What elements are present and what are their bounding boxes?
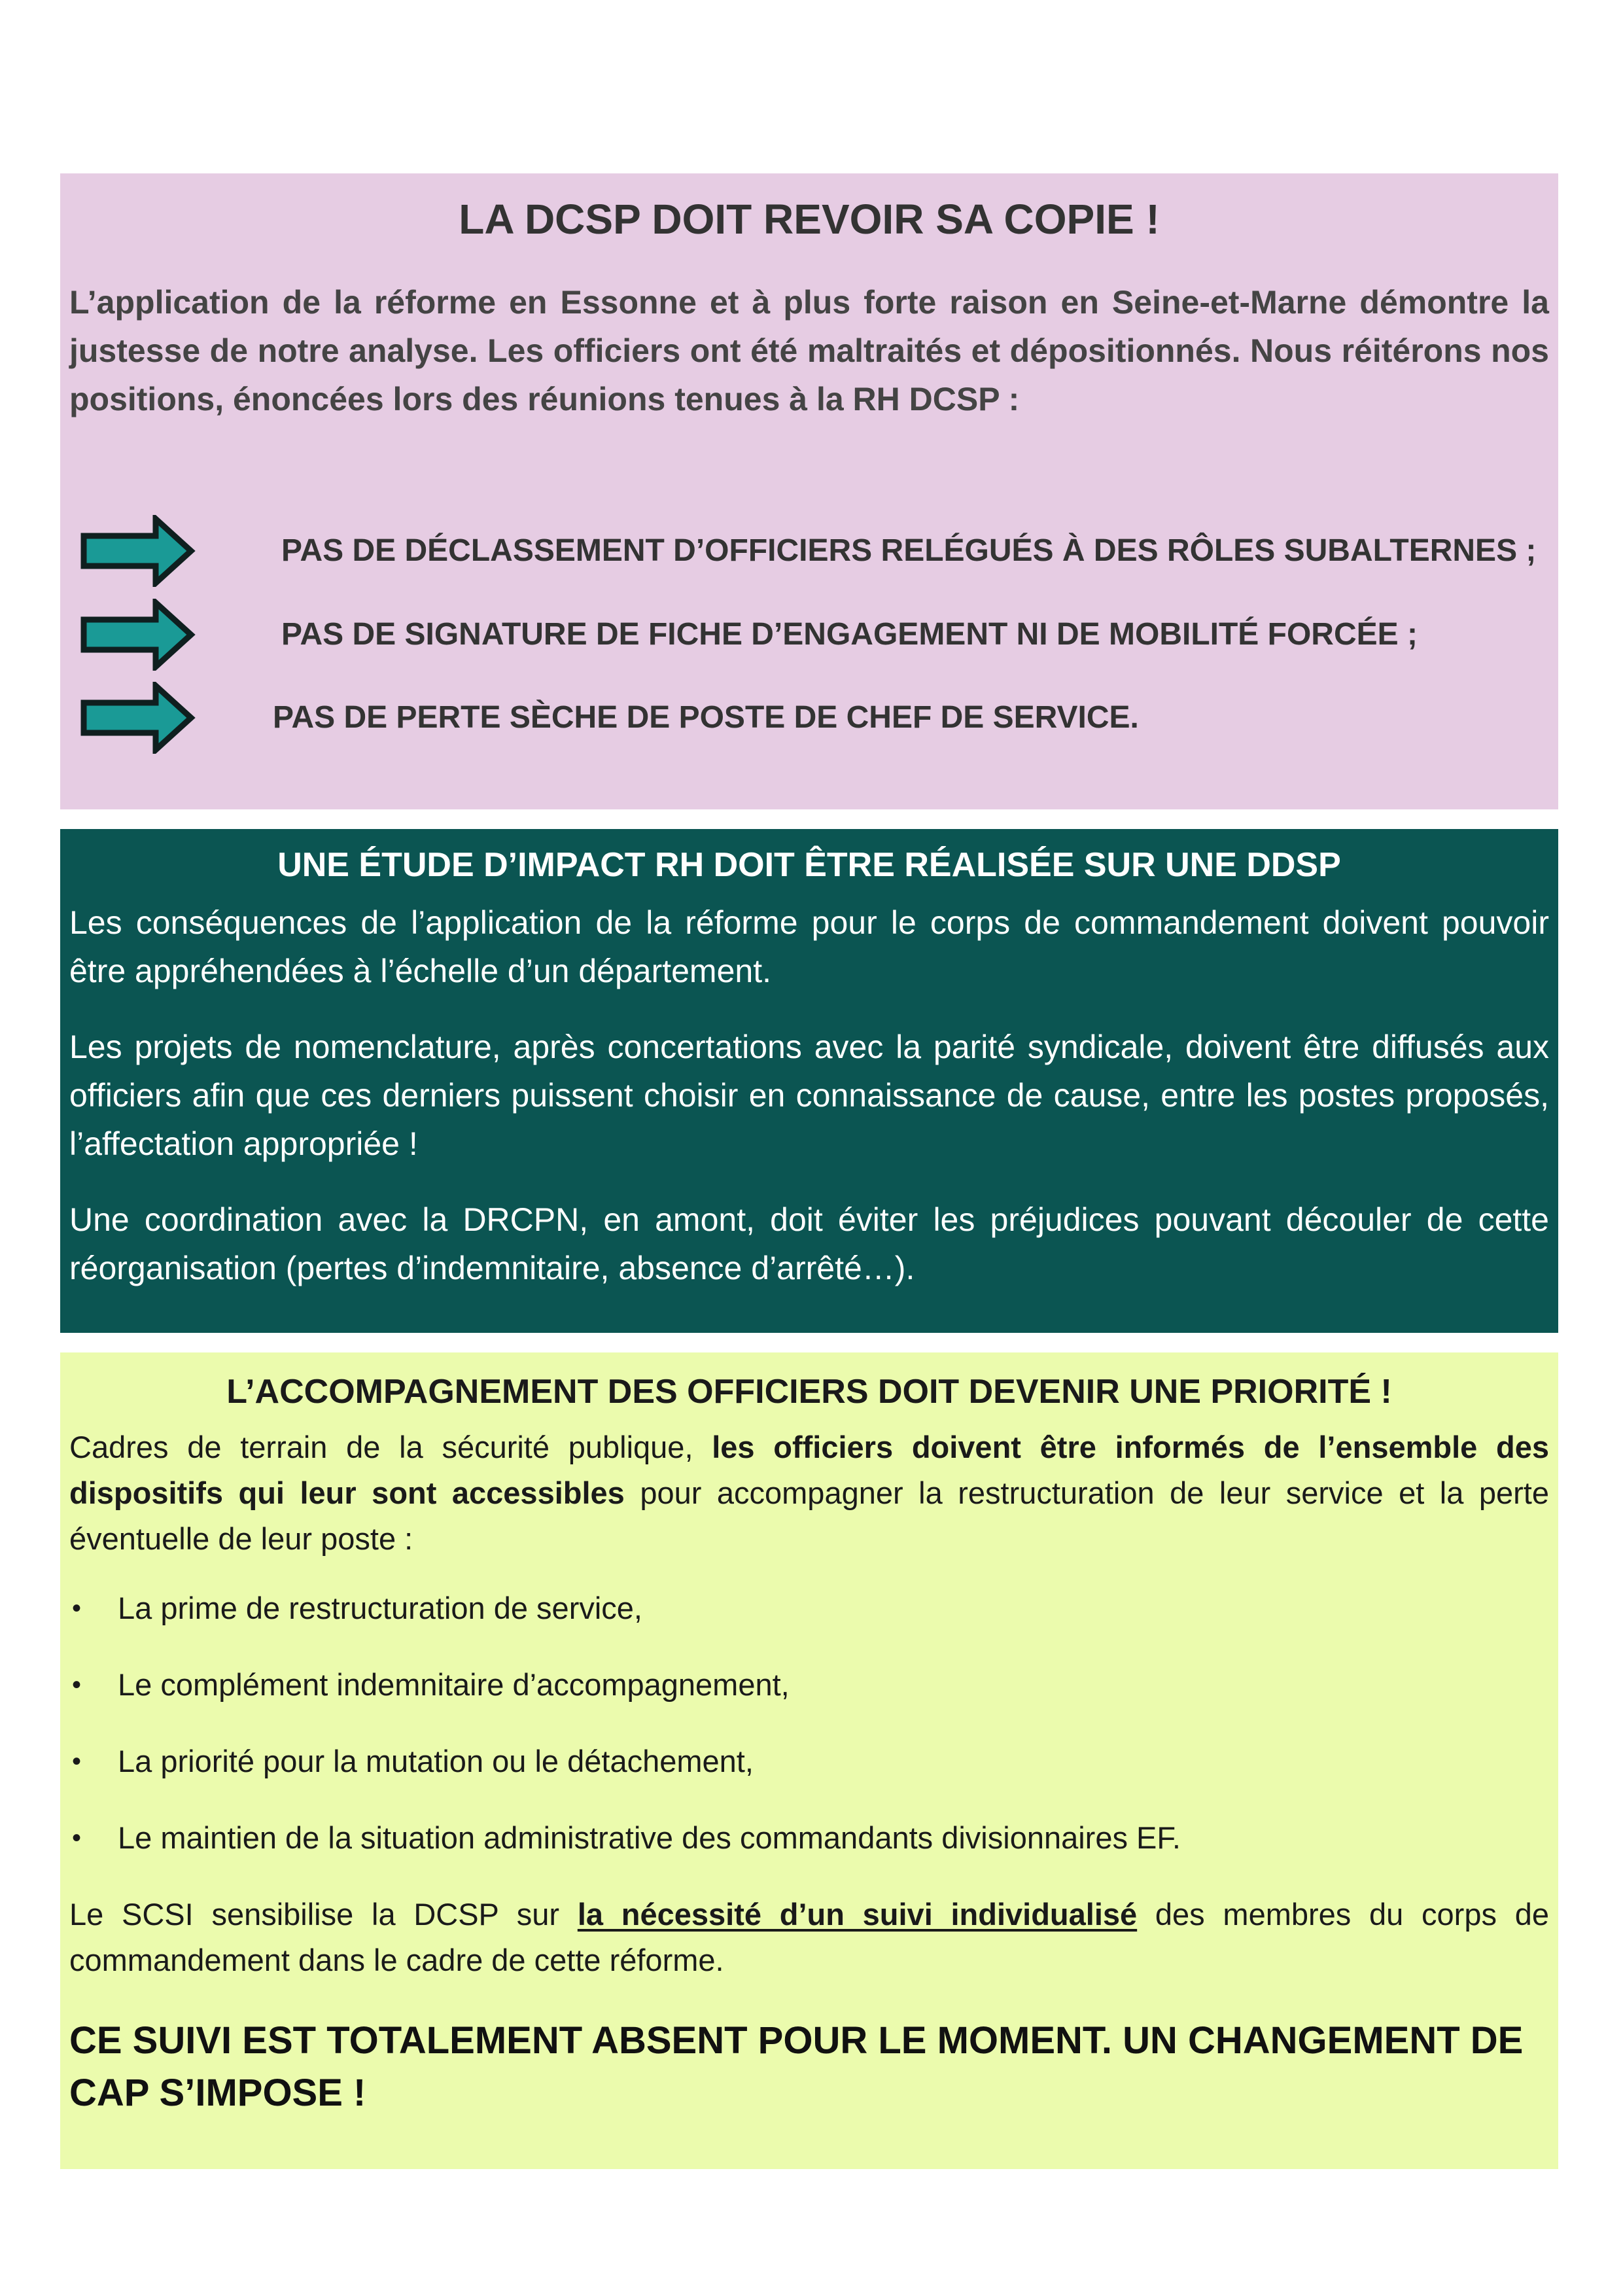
- right-arrow-icon: [80, 515, 198, 587]
- demand-item: [80, 682, 1545, 754]
- demand-text: PAS DE SIGNATURE DE FICHE D’ENGAGEMENT NI DE MOBILITÉ FORCÉE ;: [281, 617, 1418, 652]
- closing-emphasis: la nécessité d’un suivi individualisé: [577, 1897, 1138, 1932]
- section-title: UNE ÉTUDE D’IMPACT RH DOIT ÊTRE RÉALISÉE SUR UNE DDSP: [277, 846, 1341, 884]
- bullet-icon: •: [72, 1594, 82, 1623]
- right-arrow-icon: [80, 682, 198, 754]
- list-item-text: La prime de restructuration de service,: [118, 1591, 642, 1625]
- closing-paragraph: [69, 1892, 1549, 1983]
- intro-paragraph: L’application de la réforme en Essonne et à plus forte raison en Seine-et-Marne démontre la justesse de notre analyse. Les officiers ont été maltraités et dépositionnés. Nous réitérons nos positions, énoncées lors des réunions tenues à la RH DCSP :: [69, 284, 1549, 417]
- impact-paragraph: Une coordination avec la DRCPN, en amont, doit éviter les préjudices pouvant découler de cette réorganisation (pertes d’indemnitaire, absence d’arrêté…).: [69, 1201, 1549, 1286]
- demand-item: [80, 515, 1545, 587]
- demand-item: [80, 599, 1545, 671]
- closing-end-text: des membres du corps de commandement dans le cadre de cette réforme.: [69, 1897, 1549, 1977]
- section-accompagnement: [60, 1352, 1558, 2169]
- impact-paragraph: Les projets de nomenclature, après concertations avec la parité syndicale, doivent être diffusés aux officiers afin que ces derniers puissent choisir en connaissance de cause, entre les postes proposés, l’affectation appropriée !: [69, 1029, 1549, 1162]
- closing-text: Le SCSI sensibilise la DCSP sur: [69, 1897, 578, 1932]
- list-item: [69, 1815, 1549, 1861]
- list-item: [69, 1662, 1549, 1708]
- right-arrow-icon: [80, 599, 198, 671]
- section-etude-impact: [60, 829, 1558, 1333]
- list-item-text: Le complément indemnitaire d’accompagnement,: [118, 1667, 790, 1702]
- list-item: [69, 1585, 1549, 1631]
- impact-paragraph: Les conséquences de l’application de la réforme pour le corps de commandement doivent pouvoir être appréhendées à l’échelle d’un département.: [69, 904, 1549, 989]
- intro-end-text: pour accompagner la restructuration de leur service et la perte éventuelle de leur poste :: [69, 1475, 1550, 1556]
- intro-bold-text: les officiers doivent être informés de l’ensemble des dispositifs qui leur sont accessibles: [69, 1430, 1549, 1510]
- list-item: [69, 1739, 1549, 1784]
- bullet-icon: •: [72, 1747, 82, 1776]
- list-item-text: Le maintien de la situation administrative des commandants divisionnaires EF.: [118, 1820, 1181, 1855]
- bullet-icon: •: [72, 1824, 82, 1852]
- demand-text: PAS DE PERTE SÈCHE DE POSTE DE CHEF DE SERVICE.: [273, 700, 1139, 735]
- final-statement: CE SUIVI EST TOTALEMENT ABSENT POUR LE MOMENT. UN CHANGEMENT DE CAP S’IMPOSE !: [69, 2019, 1524, 2114]
- measures-list: [69, 1585, 1549, 1861]
- demand-text: PAS DE DÉCLASSEMENT D’OFFICIERS RELÉGUÉS À DES RÔLES SUBALTERNES ;: [281, 533, 1537, 568]
- section-title: LA DCSP DOIT REVOIR SA COPIE !: [459, 196, 1160, 243]
- list-item-text: La priorité pour la mutation ou le détachement,: [118, 1744, 754, 1778]
- bullet-icon: •: [72, 1670, 82, 1699]
- intro-text: Cadres de terrain de la sécurité publique,: [69, 1430, 712, 1464]
- accomp-intro-paragraph: [69, 1424, 1549, 1562]
- section-dcsp-revoir-copie: [60, 173, 1558, 809]
- section-title: L’ACCOMPAGNEMENT DES OFFICIERS DOIT DEVENIR UNE PRIORITÉ !: [226, 1373, 1392, 1411]
